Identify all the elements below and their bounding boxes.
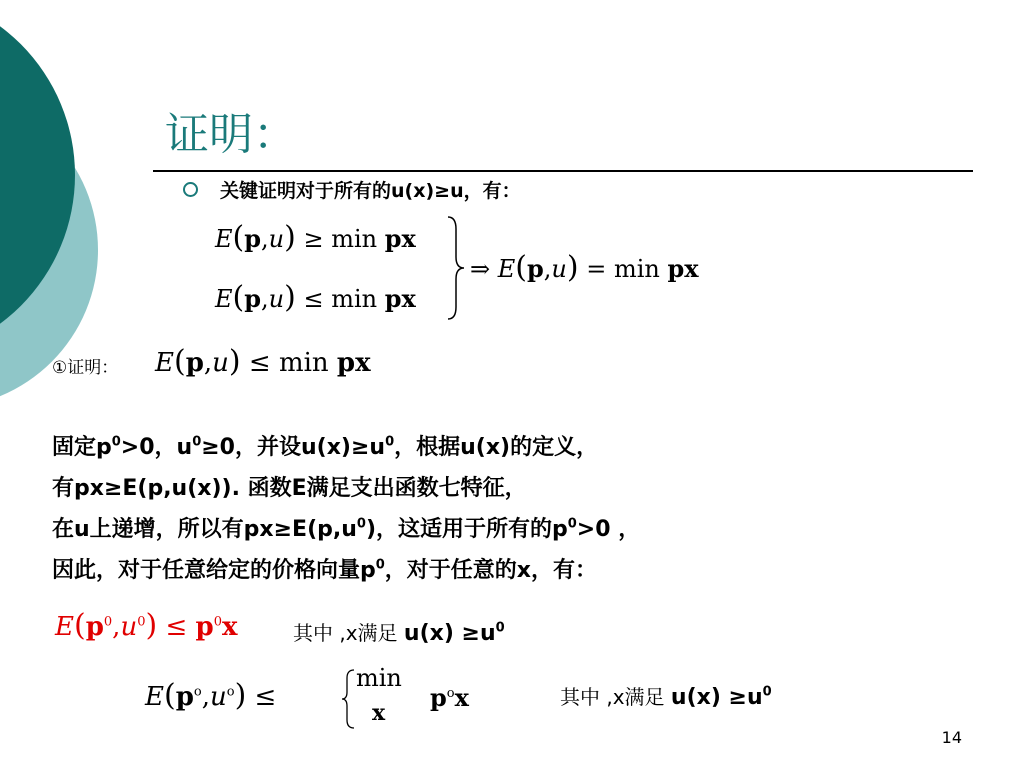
condition-note-1: 其中 ,x满足 $u(x) \ge u^0$ xyxy=(293,620,505,646)
step-formula: E(p,u) ≤ min px xyxy=(155,344,371,379)
paragraph-line-1: 固定$p^0>0$，$u^0\ge 0$，并设$u(x)\ge u^0$，根据u(x)的定义， xyxy=(52,434,599,460)
paragraph-line-2: 有px≥E(p,u(x)). 函数E满足支出函数七特征， xyxy=(52,476,527,501)
title-divider xyxy=(153,170,973,172)
step-label: ①证明： xyxy=(52,358,119,378)
implication: ⇒ E(p,u) = min px xyxy=(470,250,699,285)
page-number: 14 xyxy=(941,728,962,747)
bullet-item xyxy=(183,176,521,203)
bullet-text: 关键证明对于所有的u(x)≥u，有： xyxy=(220,180,521,202)
condition-note-2: 其中 ,x满足 $u(x) \ge u^0$ xyxy=(560,684,772,710)
final-formula: $E(p^o,u^o)$ ≤ xyxy=(145,678,277,713)
slide-title: 证明： xyxy=(165,109,297,160)
inequality-ge: E(p,u) ≥ min px xyxy=(215,220,416,255)
inequality-le: E(p,u) ≤ min px xyxy=(215,280,416,315)
right-brace xyxy=(446,215,466,321)
final-formula-rhs: $p^ox$ xyxy=(430,683,469,712)
paragraph-line-4: 因此，对于任意给定的价格向量$p^0$，对于任意的x，有： xyxy=(52,557,597,583)
paragraph-line-3: 在u上递增，所以有$px\ge E(p,u^0)$，这适用于所有的$p^0>0$ ， xyxy=(52,516,641,542)
min-operator: min xyxy=(356,664,402,692)
circle-bullet-icon xyxy=(183,182,198,197)
min-subscript: x xyxy=(372,700,386,726)
left-brace xyxy=(340,668,356,730)
red-formula: $E(p^0,u^0) \le p^0x$ xyxy=(55,608,238,643)
